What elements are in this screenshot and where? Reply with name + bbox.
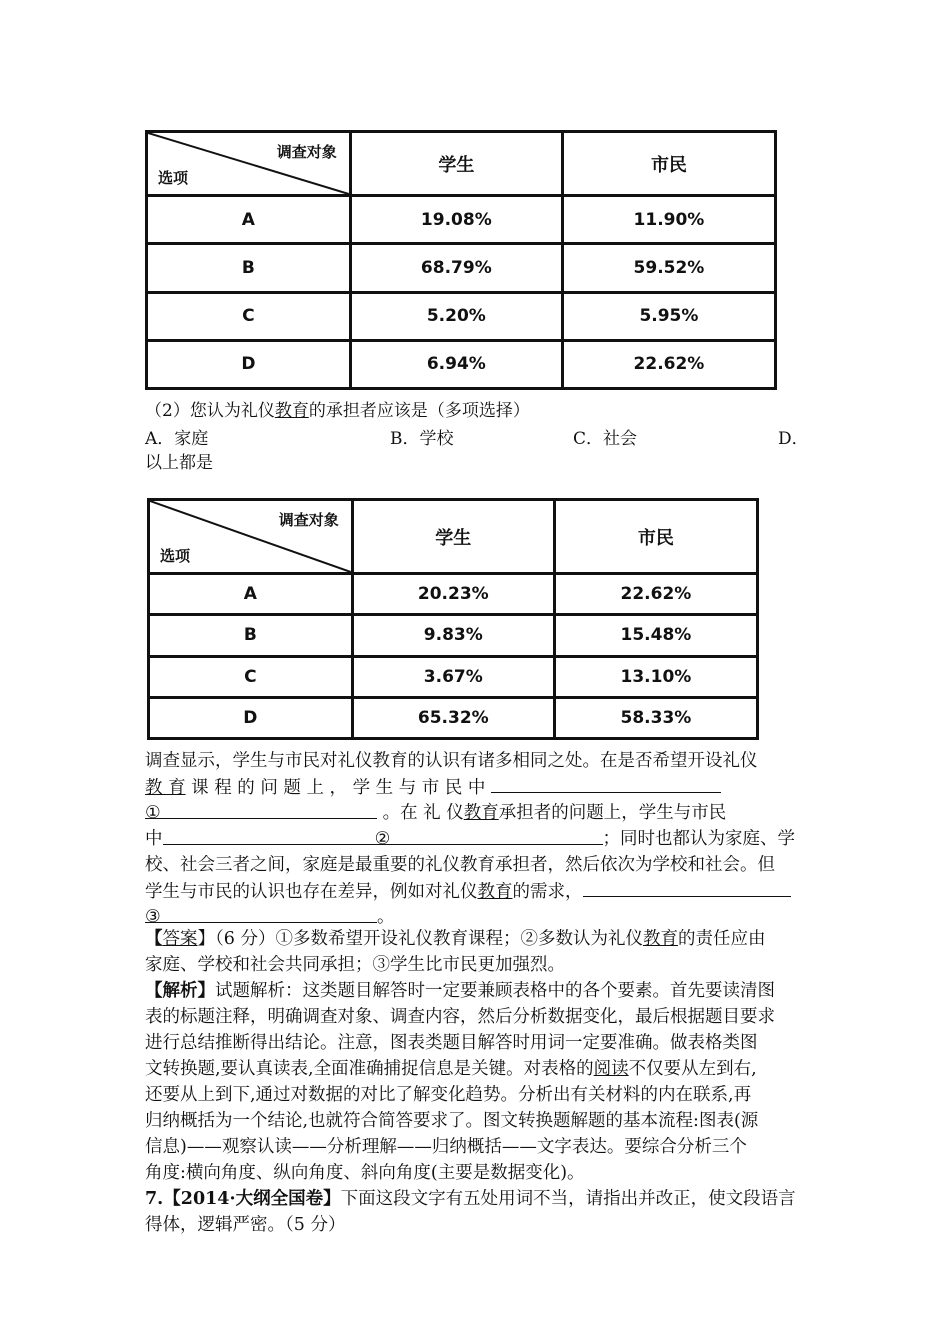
table-row xyxy=(147,340,776,388)
analysis-line-4 xyxy=(145,1056,815,1082)
passage-line-3-a: 。在 礼 仪 xyxy=(382,803,464,823)
student-value: 6.94% xyxy=(350,340,562,388)
option-d-continued: 以上都是 xyxy=(145,453,213,473)
underlined-word: 阅读 xyxy=(593,1059,629,1079)
option-b: B．学校 xyxy=(390,429,454,449)
option-a: A．家庭 xyxy=(145,429,209,449)
option-d: D． xyxy=(778,429,809,449)
passage-line-2 xyxy=(145,774,815,801)
answer-bracket: 【 xyxy=(145,929,163,949)
citizen-value: 13.10% xyxy=(554,656,757,697)
passage-line-6-a: 学生与市民的认识也存在差异，例如对礼仪 xyxy=(145,882,478,902)
answer-blank-3-start[interactable] xyxy=(583,878,791,897)
option-cell: B xyxy=(147,244,351,292)
student-value: 9.83% xyxy=(352,615,554,656)
blank-marker-2: ② xyxy=(374,829,391,849)
option-cell: A xyxy=(149,574,353,615)
passage-line-3 xyxy=(145,800,815,826)
passage-line-4 xyxy=(145,826,815,852)
question-2 xyxy=(145,398,530,424)
question-2-suffix: 的承担者应该是（多项选择） xyxy=(308,401,530,421)
option-cell: D xyxy=(147,340,351,388)
underlined-word: 教育 xyxy=(642,929,678,949)
student-value: 20.23% xyxy=(352,574,554,615)
underlined-word: 教 育 xyxy=(145,778,186,798)
passage-line-6 xyxy=(145,878,815,905)
corner-header-option: 选项 xyxy=(158,169,189,187)
underlined-word: 教育 xyxy=(477,882,513,902)
citizen-value: 58.33% xyxy=(554,697,757,738)
student-value: 19.08% xyxy=(350,196,562,244)
answer-text-a: 】（6 分）①多数希望开设礼仪教育课程；②多数认为礼仪 xyxy=(197,929,643,949)
answer-blank-1[interactable] xyxy=(145,800,377,823)
question-7-number: 7. xyxy=(145,1189,164,1209)
question-2-prefix: （2）您认为礼仪 xyxy=(145,401,275,421)
corner-header-option: 选项 xyxy=(160,547,191,565)
student-value: 65.32% xyxy=(352,697,554,738)
table-corner-cell xyxy=(147,132,351,196)
answer-label: 答案 xyxy=(162,929,198,949)
analysis-line-7: 信息)——观察认读——分析理解——归纳概括——文字表达。要综合分析三个 xyxy=(145,1137,747,1157)
answer-line-1 xyxy=(145,926,815,952)
analysis-line-5: 还要从上到下,通过对数据的对比了解变化趋势。分析出有关材料的内在联系,再 xyxy=(145,1085,752,1105)
passage-line-5: 校、社会三者之间，家庭是最重要的礼仪教育承担者，然后依次为学校和社会。但 xyxy=(145,855,775,875)
analysis-line-3: 进行总结推断得出结论。注意，图表类题目解答时用词一定要准确。做表格类图 xyxy=(145,1033,758,1053)
option-cell: C xyxy=(147,292,351,340)
question-7-line-2: 得体，逻辑严密。（5 分） xyxy=(145,1215,346,1235)
citizen-value: 22.62% xyxy=(562,340,775,388)
question-7-source: 【2014·大纲全国卷】 xyxy=(163,1189,341,1209)
citizen-value: 15.48% xyxy=(554,615,757,656)
table-row xyxy=(147,292,776,340)
column-header-citizen: 市民 xyxy=(562,132,775,196)
answer-blank-1-start[interactable] xyxy=(491,774,721,793)
answer-line-2: 家庭、学校和社会共同承担；③学生比市民更加强烈。 xyxy=(145,955,565,975)
survey-table-2 xyxy=(147,498,759,740)
passage-line-4-b: ；同时也都认为家庭、学 xyxy=(602,829,795,849)
passage-line-4-a: 中 xyxy=(145,829,163,849)
citizen-value: 11.90% xyxy=(562,196,775,244)
survey-table-1 xyxy=(145,130,777,390)
question-7-line-1 xyxy=(145,1186,815,1212)
table-row xyxy=(149,697,758,738)
analysis-line-8: 角度:横向角度、纵向角度、斜向角度(主要是数据变化)。 xyxy=(145,1163,585,1183)
blank-marker-3: ③ xyxy=(145,907,161,927)
table-row xyxy=(147,244,776,292)
table-row xyxy=(149,615,758,656)
question-7-text: 下面这段文字有五处用词不当，请指出并改正，使文段语言 xyxy=(340,1189,796,1209)
underlined-word: 教育 xyxy=(274,401,309,421)
analysis-line-4-a: 文转换题,要认真读表,全面准确捕捉信息是关键。对表格的 xyxy=(145,1059,594,1079)
analysis-label: 【解析】 xyxy=(145,981,215,1001)
passage-line-1: 调查显示，学生与市民对礼仪教育的认识有诸多相同之处。在是否希望开设礼仪 xyxy=(145,751,758,771)
student-value: 68.79% xyxy=(350,244,562,292)
analysis-line-4-b: 不仅要从左到右, xyxy=(628,1059,757,1079)
analysis-text: 试题解析：这类题目解答时一定要兼顾表格中的各个要素。首先要读清图 xyxy=(215,981,775,1001)
student-value: 5.20% xyxy=(350,292,562,340)
option-cell: D xyxy=(149,697,353,738)
corner-header-survey-target: 调查对象 xyxy=(276,143,337,161)
table-row xyxy=(149,574,758,615)
citizen-value: 22.62% xyxy=(554,574,757,615)
answer-blank-3[interactable] xyxy=(145,904,377,927)
citizen-value: 59.52% xyxy=(562,244,775,292)
student-value: 3.67% xyxy=(352,656,554,697)
answer-blank-2[interactable] xyxy=(163,826,603,849)
passage-line-7-end: 。 xyxy=(377,907,395,927)
answer-text-b: 的责任应由 xyxy=(677,929,766,949)
option-cell: A xyxy=(147,196,351,244)
option-c: C．社会 xyxy=(573,429,638,449)
column-header-student: 学生 xyxy=(352,500,554,574)
column-header-student: 学生 xyxy=(350,132,562,196)
analysis-line-1 xyxy=(145,978,815,1004)
passage-line-3-b: 承担者的问题上，学生与市民 xyxy=(498,803,727,823)
blank-marker-1: ① xyxy=(145,803,161,823)
table-row xyxy=(149,656,758,697)
table-corner-cell xyxy=(149,500,353,574)
corner-header-survey-target: 调查对象 xyxy=(278,511,339,529)
column-header-citizen: 市民 xyxy=(554,500,757,574)
option-cell: C xyxy=(149,656,353,697)
passage-line-2-text: 课 程 的 问 题 上 ， 学 生 与 市 民 中 xyxy=(191,778,486,798)
citizen-value: 5.95% xyxy=(562,292,775,340)
analysis-line-2: 表的标题注释，明确调查对象、调查内容，然后分析数据变化，最后根据题目要求 xyxy=(145,1007,775,1027)
passage-line-6-b: 的需求， xyxy=(512,882,583,902)
table-row xyxy=(147,196,776,244)
analysis-line-6: 归纳概括为一个结论,也就符合简答要求了。图文转换题解题的基本流程:图表(源 xyxy=(145,1111,759,1131)
option-cell: B xyxy=(149,615,353,656)
underlined-word: 教育 xyxy=(463,803,499,823)
